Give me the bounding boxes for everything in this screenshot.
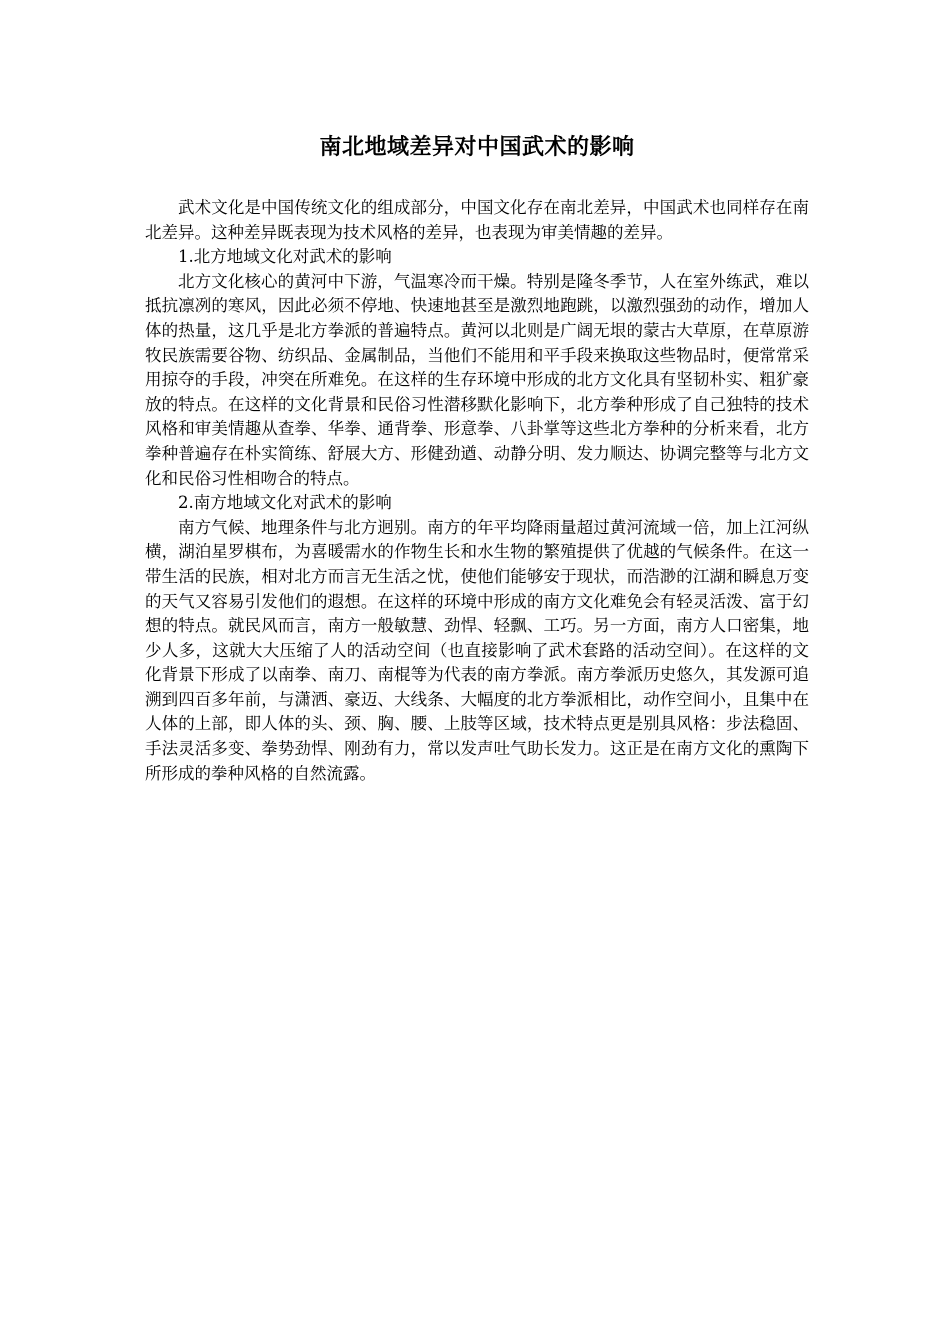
section-1-heading: 1.北方地域文化对武术的影响 <box>178 247 392 267</box>
document-page <box>145 130 809 786</box>
intro-paragraph: 武术文化是中国传统文化的组成部分，中国文化存在南北差异，中国武术也同样存在南北差异。这种差异既表现为技术风格的差异，也表现为审美情趣的差异。 <box>145 198 809 242</box>
document-title: 南北地域差异对中国武术的影响 <box>319 134 635 160</box>
section-1-paragraph: 北方文化核心的黄河中下游，气温寒冷而干燥。特别是隆冬季节，人在室外练武，难以抵抗凛冽的寒风，因此必须不停地、快速地甚至是激烈地跑跳，以激烈强劲的动作，增加人体的热量，这几乎是北方拳派的普遍特点。黄河以北则是广阔无垠的蒙古大草原，在草原游牧民族需要谷物、纺织品、金属制品，当他们不能用和平手段来换取这些物品时，便常常采用掠夺的手段，冲突在所难免。在这样的生存环境中形成的北方文化具有坚韧朴实、粗犷豪放的特点。在这样的文化背景和民俗习性潜移默化影响下，北方拳种形成了自己独特的技术风格和审美情趣从查拳、华拳、通背拳、形意拳、八卦掌等这些北方拳种的分析来看，北方拳种普遍存在朴实简练、舒展大方、形健劲遒、动静分明、发力顺达、协调完整等与北方文化和民俗习性相吻合的特点。 <box>145 271 809 488</box>
section-2-paragraph: 南方气候、地理条件与北方迥别。南方的年平均降雨量超过黄河流域一倍，加上江河纵横，湖泊星罗棋布，为喜暖需水的作物生长和水生物的繁殖提供了优越的气候条件。在这一带生活的民族，相对北方而言无生活之忧，使他们能够安于现状，而浩渺的江湖和瞬息万变的天气又容易引发他们的遐想。在这样的环境中形成的南方文化难免会有轻灵活泼、富于幻想的特点。就民风而言，南方一般敏慧、劲悍、轻飘、工巧。另一方面，南方人口密集，地少人多，这就大大压缩了人的活动空间（也直接影响了武术套路的活动空间）。在这样的文化背景下形成了以南拳、南刀、南棍等为代表的南方拳派。南方拳派历史悠久，其发源可追溯到四百多年前，与潇洒、豪迈、大线条、大幅度的北方拳派相比，动作空间小，且集中在人体的上部，即人体的头、颈、胸、腰、上肢等区域，技术特点更是别具风格：步法稳固、手法灵活多变、拳势劲悍、刚劲有力，常以发声吐气助长发力。这正是在南方文化的熏陶下所形成的拳种风格的自然流露。 <box>145 517 809 783</box>
section-2-heading: 2.南方地域文化对武术的影响 <box>178 493 392 513</box>
